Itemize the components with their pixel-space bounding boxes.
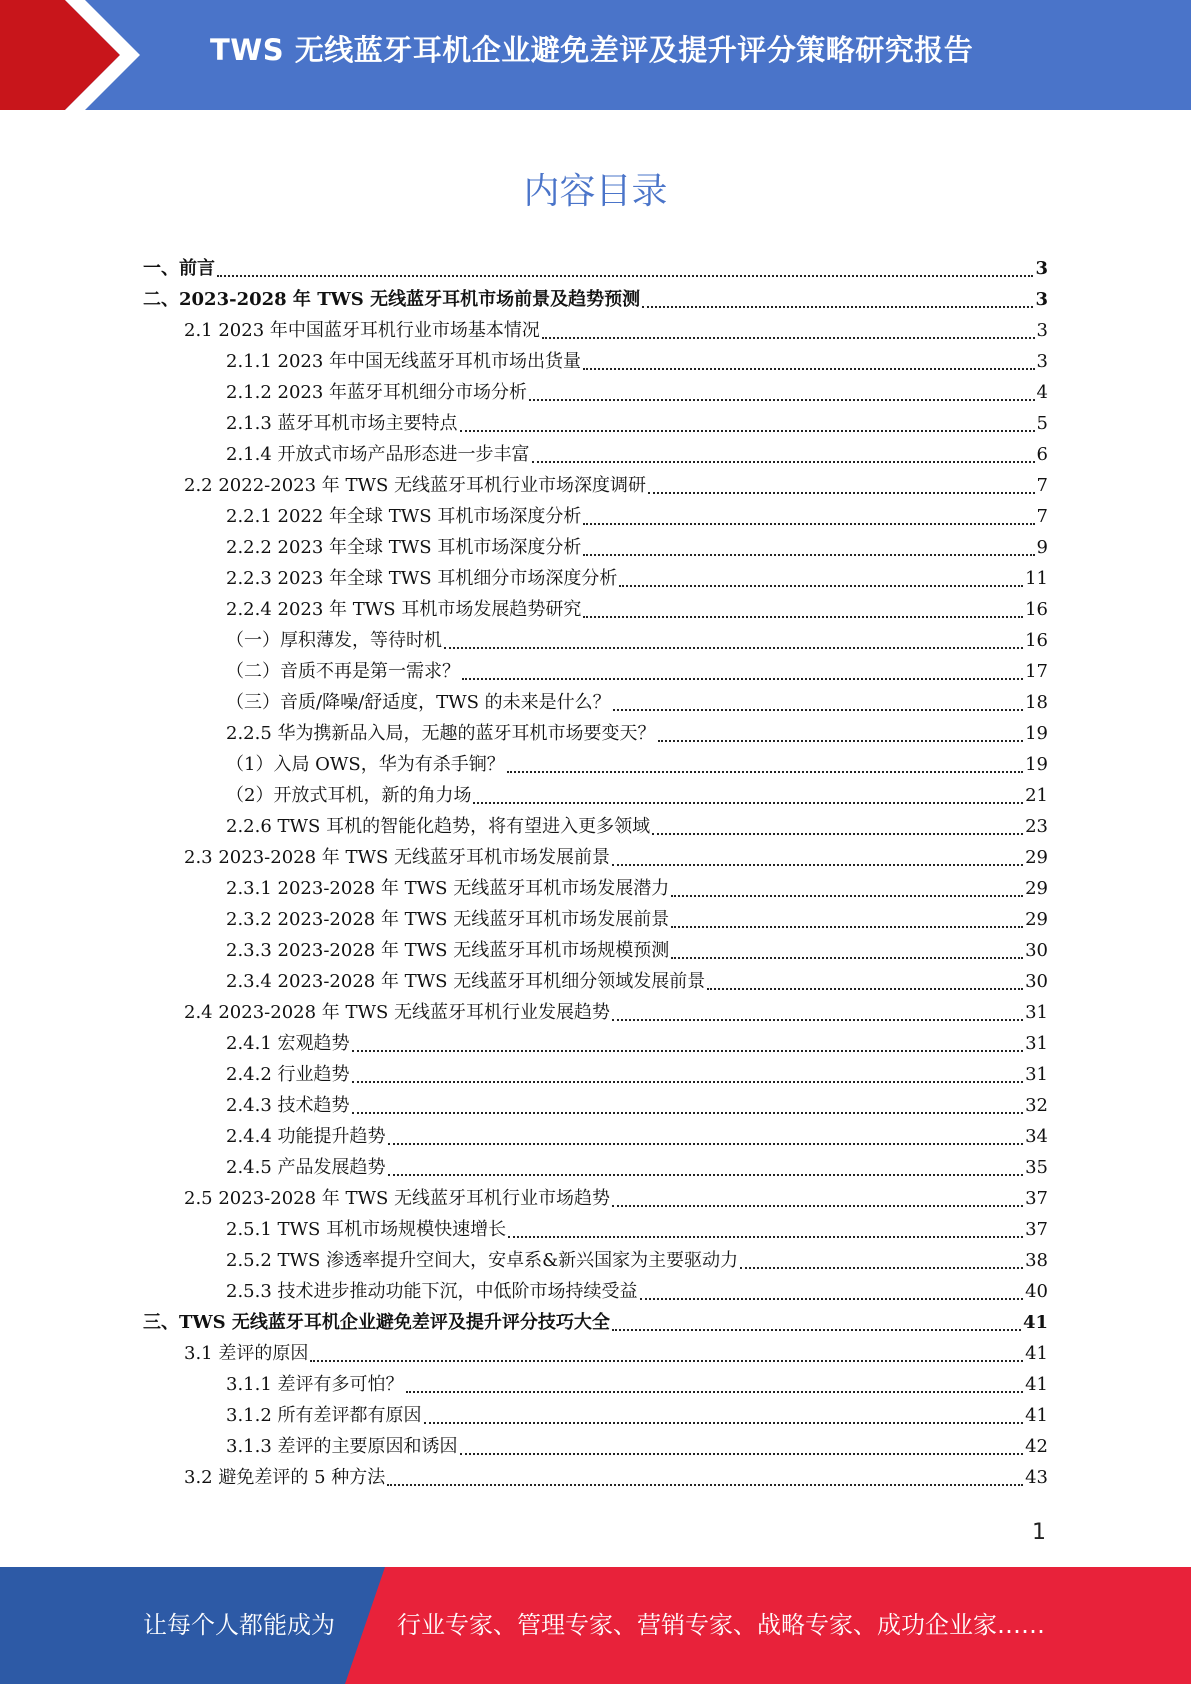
toc-entry-page: 19 (1025, 754, 1048, 775)
toc-entry[interactable] (143, 346, 1048, 377)
toc-leader-dots (532, 460, 1035, 463)
toc-entry-page: 30 (1025, 940, 1048, 961)
toc-entry[interactable] (143, 749, 1048, 780)
toc-entry[interactable] (143, 1338, 1048, 1369)
toc-leader-dots (388, 1173, 1024, 1176)
toc-leader-dots (671, 925, 1023, 928)
toc-entry[interactable] (143, 1152, 1048, 1183)
toc-entry[interactable] (143, 1431, 1048, 1462)
toc-entry-title: 2.2 2022-2023 年 TWS 无线蓝牙耳机行业市场深度调研 (184, 475, 647, 496)
toc-entry-page: 41 (1025, 1343, 1048, 1364)
toc-entry-title: 2.4.4 功能提升趋势 (226, 1126, 386, 1147)
toc-entry-page: 3 (1036, 320, 1048, 341)
toc-entry-title: 3.1.2 所有差评都有原因 (226, 1405, 422, 1426)
toc-entry-page: 32 (1025, 1095, 1048, 1116)
footer-banner (0, 1567, 1191, 1684)
toc-entry-page: 3 (1036, 351, 1048, 372)
footer-slogan-right: 行业专家、管理专家、营销专家、战略专家、成功企业家…… (397, 1611, 1045, 1639)
toc-entry-page: 30 (1025, 971, 1048, 992)
toc-entry-title: （1）入局 OWS，华为有杀手锏？ (226, 754, 505, 775)
toc-entry-page: 7 (1036, 506, 1048, 527)
toc-entry-title: 3.2 避免差评的 5 种方法 (184, 1467, 386, 1488)
toc-entry[interactable] (143, 873, 1048, 904)
report-title: TWS 无线蓝牙耳机企业避免差评及提升评分策略研究报告 (210, 33, 974, 67)
toc-entry-title: 3.1.1 差评有多可怕？ (226, 1374, 404, 1395)
toc-entry-page: 19 (1025, 723, 1048, 744)
toc-entry-title: 2.4 2023-2028 年 TWS 无线蓝牙耳机行业发展趋势 (184, 1002, 611, 1023)
toc-leader-dots (612, 863, 1023, 866)
toc-leader-dots (612, 1204, 1023, 1207)
toc-entry-page: 31 (1025, 1033, 1048, 1054)
toc-leader-dots (583, 367, 1034, 370)
header-banner (0, 0, 1191, 110)
toc-leader-dots (460, 1452, 1024, 1455)
toc-entry[interactable] (143, 1214, 1048, 1245)
toc-entry[interactable] (143, 811, 1048, 842)
toc-leader-dots (352, 1049, 1024, 1052)
toc-entry-page: 3 (1035, 289, 1048, 310)
toc-leader-dots (507, 770, 1023, 773)
toc-entry[interactable] (143, 377, 1048, 408)
toc-entry-title: 2.2.5 华为携新品入局，无趣的蓝牙耳机市场要变天？ (226, 723, 656, 744)
toc-entry[interactable] (143, 1183, 1048, 1214)
toc-leader-dots (640, 1297, 1024, 1300)
toc-entry-title: 2.2.6 TWS 耳机的智能化趋势，将有望进入更多领域 (226, 816, 651, 837)
toc-leader-dots (462, 677, 1023, 680)
toc-entry-page: 29 (1025, 878, 1048, 899)
toc-entry[interactable] (143, 1276, 1048, 1307)
toc-entry[interactable] (143, 997, 1048, 1028)
toc-entry-title: 三、TWS 无线蓝牙耳机企业避免差评及提升评分技巧大全 (143, 1312, 610, 1333)
toc-leader-dots (352, 1111, 1024, 1114)
toc-entry-page: 42 (1025, 1436, 1048, 1457)
toc-entry-title: 2.3 2023-2028 年 TWS 无线蓝牙耳机市场发展前景 (184, 847, 611, 868)
toc-entry-page: 23 (1025, 816, 1048, 837)
toc-entry-title: 3.1 差评的原因 (184, 1343, 309, 1364)
toc-entry-title: 2.3.1 2023-2028 年 TWS 无线蓝牙耳机市场发展潜力 (226, 878, 670, 899)
toc-entry-page: 3 (1035, 258, 1048, 279)
toc-entry[interactable] (143, 408, 1048, 439)
toc-leader-dots (612, 1018, 1023, 1021)
toc-entry[interactable] (143, 1090, 1048, 1121)
toc-entry[interactable] (143, 1462, 1048, 1493)
page-number: 1 (1032, 1520, 1046, 1545)
toc-leader-dots (707, 987, 1023, 990)
toc-entry-title: 2.4.3 技术趋势 (226, 1095, 350, 1116)
toc-entry-title: （二）音质不再是第一需求？ (226, 661, 460, 682)
toc-entry[interactable] (143, 501, 1048, 532)
toc-entry-page: 38 (1025, 1250, 1048, 1271)
toc-entry-page: 9 (1036, 537, 1048, 558)
toc-entry-page: 31 (1025, 1002, 1048, 1023)
toc-entry-title: 2.5.1 TWS 耳机市场规模快速增长 (226, 1219, 507, 1240)
toc-leader-dots (388, 1142, 1024, 1145)
toc-leader-dots (473, 801, 1023, 804)
toc-entry-title: 一、前言 (143, 258, 215, 279)
toc-entry-page: 16 (1025, 630, 1048, 651)
toc-leader-dots (583, 615, 1023, 618)
toc-entry-page: 37 (1025, 1188, 1048, 1209)
toc-entry[interactable] (143, 842, 1048, 873)
toc-entry[interactable] (143, 687, 1048, 718)
toc-entry[interactable] (143, 1245, 1048, 1276)
toc-entry-page: 29 (1025, 847, 1048, 868)
toc-leader-dots (671, 956, 1023, 959)
toc-entry-title: 2.2.3 2023 年全球 TWS 耳机细分市场深度分析 (226, 568, 618, 589)
toc-entry[interactable] (143, 470, 1048, 501)
toc-entry[interactable] (143, 625, 1048, 656)
toc-entry[interactable] (143, 563, 1048, 594)
toc-entry-page: 41 (1025, 1405, 1048, 1426)
toc-leader-dots (217, 274, 1033, 277)
toc-entry-title: 2.5 2023-2028 年 TWS 无线蓝牙耳机行业市场趋势 (184, 1188, 611, 1209)
toc-entry-page: 43 (1025, 1467, 1048, 1488)
toc-entry-page: 4 (1036, 382, 1048, 403)
toc-heading: 内容目录 (523, 171, 668, 212)
toc-entry-page: 31 (1025, 1064, 1048, 1085)
toc-entry-title: 2.2.4 2023 年 TWS 耳机市场发展趋势研究 (226, 599, 582, 620)
toc-leader-dots (671, 894, 1023, 897)
toc-entry[interactable] (143, 1121, 1048, 1152)
toc-entry[interactable] (143, 315, 1048, 346)
toc-entry[interactable] (143, 439, 1048, 470)
toc-entry-title: 2.2.2 2023 年全球 TWS 耳机市场深度分析 (226, 537, 582, 558)
toc-entry-title: 2.1.1 2023 年中国无线蓝牙耳机市场出货量 (226, 351, 582, 372)
toc-entry-title: 2.1.4 开放式市场产品形态进一步丰富 (226, 444, 530, 465)
toc-entry-page: 40 (1025, 1281, 1048, 1302)
toc-leader-dots (612, 1328, 1021, 1331)
toc-entry-title: 二、2023-2028 年 TWS 无线蓝牙耳机市场前景及趋势预测 (143, 289, 641, 310)
toc-entry-page: 35 (1025, 1157, 1048, 1178)
toc-leader-dots (352, 1080, 1024, 1083)
toc-entry[interactable] (143, 656, 1048, 687)
footer-slogan-left: 让每个人都能成为 (143, 1611, 335, 1639)
toc-entry-title: 2.5.3 技术进步推动功能下沉，中低阶市场持续受益 (226, 1281, 638, 1302)
toc-leader-dots (387, 1483, 1023, 1486)
toc-entry-title: 2.3.4 2023-2028 年 TWS 无线蓝牙耳机细分领域发展前景 (226, 971, 706, 992)
toc-leader-dots (583, 522, 1034, 525)
toc-leader-dots (613, 708, 1023, 711)
toc-leader-dots (508, 1235, 1023, 1238)
toc-entry-page: 6 (1036, 444, 1048, 465)
toc-entry-title: （一）厚积薄发，等待时机 (226, 630, 442, 651)
toc-leader-dots (406, 1390, 1024, 1393)
toc-leader-dots (740, 1266, 1023, 1269)
toc-entry-page: 41 (1025, 1374, 1048, 1395)
toc-entry[interactable] (143, 780, 1048, 811)
toc-entry[interactable] (143, 966, 1048, 997)
toc-entry-page: 34 (1025, 1126, 1048, 1147)
toc-leader-dots (444, 646, 1023, 649)
toc-entry[interactable] (143, 1369, 1048, 1400)
toc-entry[interactable] (143, 718, 1048, 749)
toc-entry-title: 2.1 2023 年中国蓝牙耳机行业市场基本情况 (184, 320, 540, 341)
toc-entry[interactable] (143, 904, 1048, 935)
toc-entry-page: 41 (1022, 1312, 1048, 1333)
toc-entry-title: 2.1.2 2023 年蓝牙耳机细分市场分析 (226, 382, 528, 403)
toc-leader-dots (529, 398, 1034, 401)
toc-entry[interactable] (143, 1307, 1048, 1338)
toc-leader-dots (658, 739, 1024, 742)
toc-entry-title: 2.5.2 TWS 渗透率提升空间大，安卓系&新兴国家为主要驱动力 (226, 1250, 739, 1271)
toc-entry[interactable] (143, 253, 1048, 284)
toc-entry-page: 21 (1025, 785, 1048, 806)
toc-entry-page: 7 (1036, 475, 1048, 496)
toc-entry-page: 11 (1025, 568, 1048, 589)
toc-leader-dots (642, 305, 1033, 308)
toc-entry-title: 2.4.5 产品发展趋势 (226, 1157, 386, 1178)
toc-entry-title: 2.3.3 2023-2028 年 TWS 无线蓝牙耳机市场规模预测 (226, 940, 670, 961)
toc-leader-dots (542, 336, 1035, 339)
table-of-contents (143, 253, 1048, 1493)
chevron-logo-icon (0, 0, 170, 110)
toc-leader-dots (310, 1359, 1023, 1362)
toc-entry-page: 37 (1025, 1219, 1048, 1240)
toc-entry-page: 18 (1025, 692, 1048, 713)
toc-leader-dots (619, 584, 1023, 587)
toc-entry[interactable] (143, 1400, 1048, 1431)
toc-entry-page: 29 (1025, 909, 1048, 930)
toc-entry-title: 2.3.2 2023-2028 年 TWS 无线蓝牙耳机市场发展前景 (226, 909, 670, 930)
toc-entry-page: 17 (1025, 661, 1048, 682)
toc-entry[interactable] (143, 594, 1048, 625)
toc-entry-title: 3.1.3 差评的主要原因和诱因 (226, 1436, 458, 1457)
toc-leader-dots (583, 553, 1034, 556)
toc-entry-title: 2.1.3 蓝牙耳机市场主要特点 (226, 413, 458, 434)
toc-entry-title: （三）音质/降噪/舒适度，TWS 的未来是什么？ (226, 692, 611, 713)
toc-leader-dots (424, 1421, 1024, 1424)
toc-entry-page: 5 (1036, 413, 1048, 434)
toc-leader-dots (460, 429, 1035, 432)
toc-entry[interactable] (143, 935, 1048, 966)
toc-entry-title: 2.4.2 行业趋势 (226, 1064, 350, 1085)
toc-entry-title: （2）开放式耳机，新的角力场 (226, 785, 472, 806)
toc-entry[interactable] (143, 1028, 1048, 1059)
toc-entry[interactable] (143, 284, 1048, 315)
toc-entry-page: 16 (1025, 599, 1048, 620)
toc-leader-dots (648, 491, 1034, 494)
toc-entry[interactable] (143, 532, 1048, 563)
toc-entry-title: 2.2.1 2022 年全球 TWS 耳机市场深度分析 (226, 506, 582, 527)
toc-entry-title: 2.4.1 宏观趋势 (226, 1033, 350, 1054)
toc-entry[interactable] (143, 1059, 1048, 1090)
toc-leader-dots (652, 832, 1023, 835)
